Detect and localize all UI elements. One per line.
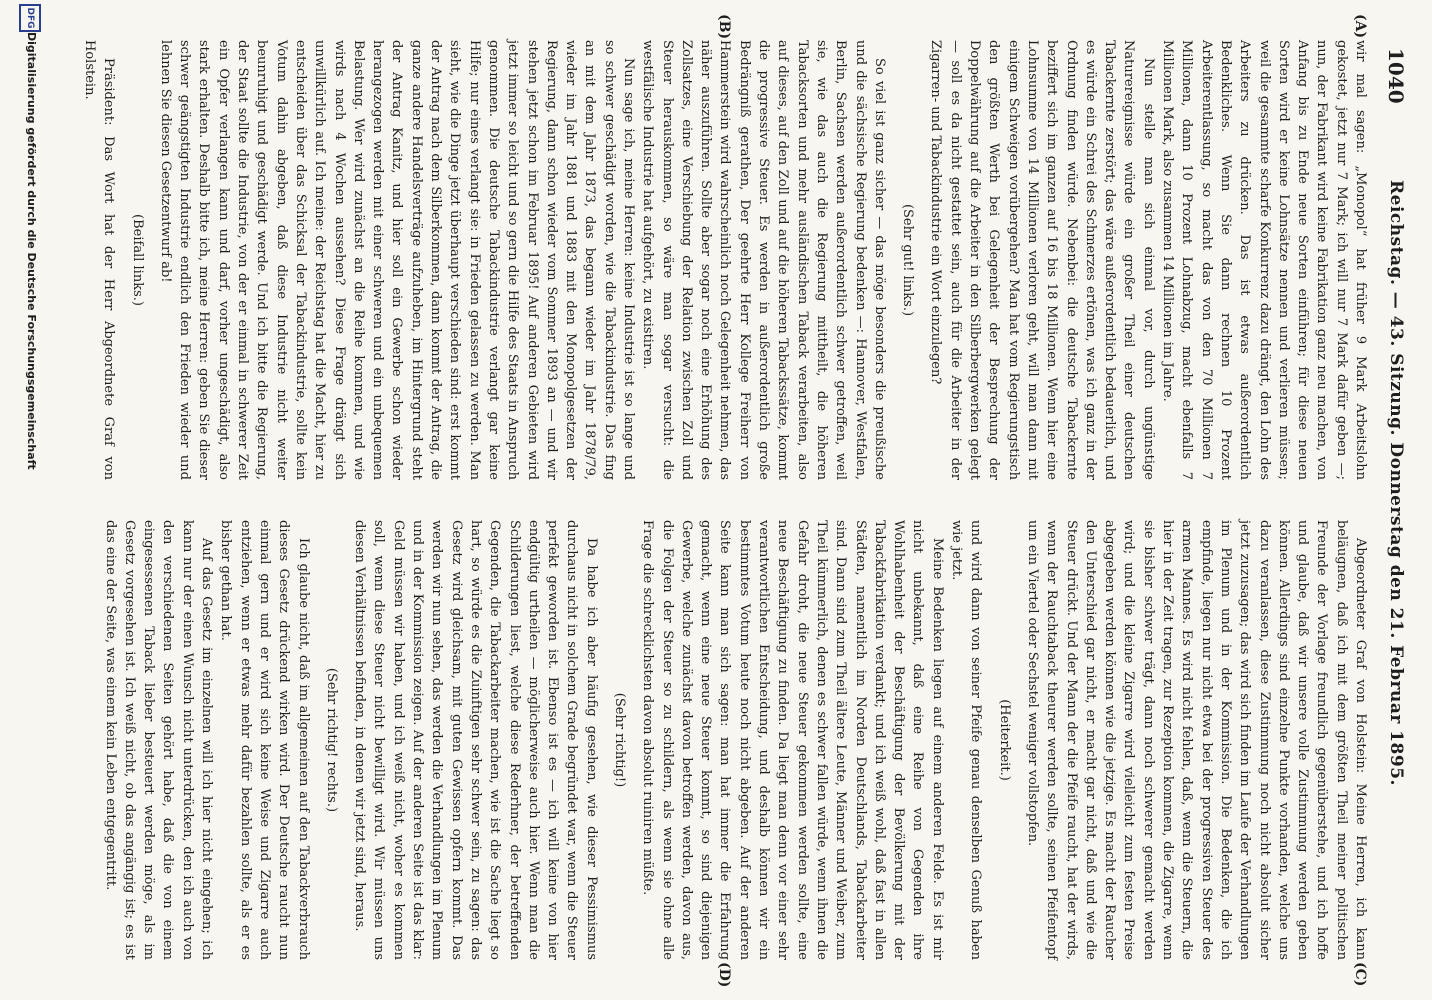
speaker-paragraph: Präsident: Das Wort hat der Herr Abgeordnete Graf von Holstein.: [82, 40, 117, 480]
interjection: (Sehr gut! links.): [900, 203, 916, 317]
digitization-footer: [18, 0, 42, 1000]
interjection: (Sehr richtig! rechts.): [323, 667, 339, 813]
interjection: (Sehr richtig!): [612, 692, 628, 788]
page-header: [1376, 40, 1410, 960]
paragraph: Auf das Gesetz im einzelnen will ich hier nicht eingehen; ich kann nur der einen Wunsch nicht unterdrücken, den ich auch von den verschiedenen Seiten gehört habe, daß die von einem eingesessenen Taback lieber besteuert werden möge, als im Gesetz vorgesehen ist. Ich weiß nicht, ob das angängig ist; es ist das eine der Seite, was einem kein Leben entgegentritt.: [102, 520, 215, 960]
paragraph: Nun stelle man sich einmal vor, durch ungünstige Naturereignisse würde ein großer Theil einer deutschen Tabackernte zerstört; das wäre außerordentlich bedauerlich, und es würde ein Schrei des Schmerzes ertönen, was ich ganz in der Ordnung finden würde. Nebenbei: die deutsche Tabackernte beziffert sich im ganzen auf 16 bis 18 Millionen. Wenn hier eine Lohnsumme von 14 Millionen verloren geht, will man dann mit einigem Schweigen vorübergehen? Man hat vom Regierungstisch den größten Werth bei Gelegenheit der Besprechung der Doppelwährung auf die Arbeiter in den Silberbergwerken gelegt — soll es da nicht gestattet sein, auch für die Arbeiter in der Zigarren- und Tabackindustrie ein Wort einzulegen?: [928, 40, 1156, 480]
paragraph: Nun sage ich, meine Herren: keine Industrie ist so lange und so schwer geschädigt worden, wie die Tabackindustrie. Das fing an mit dem Jahr 1873, das begann wieder im Jahr 1878/79, wieder im Jahr 1881 und 1883 mit den Monopolgesetzen der Regierung, dann schon wieder vom Sommer 1893 an — und wir stehen jetzt schon im Februar 1895! Auf anderen Gebieten wird jetzt immer so leicht und so gern die Hilfe des Staats in Anspruch genommen. Die deutsche Tabackindustrie verlangt gar keine Hilfe; nur eines verlangt sie: in Frieden gelassen zu werden. Man sieht, wie die Dinge jetzt überhaupt verschieden sind: erst kommt der Antrag nach dem Silberkommen, dann kommt der Antrag, die ganze andere Handelsverträge aufzuheben, im Hintergrund steht der Antrag Kanitz, und hier soll ein Gewerbe schon wieder herangezogen werden mit einer schweren und ein unbequemen Belastung. Wer wird zunächst an die Reihe kommen, und wie wirds nach 4 Wochen aussehen? Diese Frage drängt sich unwillkürlich auf. Ich meine: der Reichstag hat die Macht, hier zu entscheiden über das Schicksal der Tabackindustrie, sollte kein Votum dahin abgeben, daß diese Industrie nicht weiter beunruhigt und geschädigt werde. Und ich bitte die Regierung, der Staat sollte die Industrie, von der er einmal in schwerer Zeit ein Opfer verlangen kann und darf, vorher ungeschädigt, also stark erhalten. Deshalb bitte ich, meine Herren: geben Sie dieser schwer geängstigten Industrie endlich den Frieden wieder und lehnen Sie diesen Gesetzentwurf ab!: [157, 40, 637, 480]
paragraph: wir mal sagen: „Monopol“ hat früher 9 Mark Arbeitslohn gekostet, jetzt nur 7 Mark; ich will nur 7 Mark dafür geben —; nun, der Fabrikant wird keine Fabrikation ganz neu machen, von Anfang bis zu Ende neue Sorten einführen; für diese neuen Sorten wird er keine Lohnsätze nennen und verlieren müssen; weil die gesammte scharfe Konkurrenz dazu drängt, den Lohn des Arbeiters zu drücken. Das ist etwas außerordentlich Bedenkliches. Wenn Sie dann rechnen 10 Prozent Arbeiterentlassung, so macht das von den 70 Millionen 7 Millionen, dann 10 Prozent Lohnabzug, macht ebenfalls 7 Millionen Mark, also zusammen 14 Millionen im Jahre.: [1160, 40, 1368, 480]
margin-marker-b: (B): [716, 14, 732, 40]
paragraph: Ich glaube nicht, daß im allgemeinen auf den Tabackverbrauch dieses Gesetz drückend wirken wird. Der Deutsche raucht nun einmal gern und er wird sich keine Weise und Zigarre auch entziehen, wenn er etwas mehr dafür bezahlen sollte, als er es bisher gethan hat.: [218, 520, 311, 960]
text-column-left: [82, 40, 1370, 480]
running-title: Reichstag. — 43. Sitzung. Donnerstag den 21. Februar 1895.: [1386, 180, 1406, 786]
text-column-right: [90, 520, 1370, 960]
page-number: 1040: [1384, 48, 1408, 104]
paragraph: Meine Bedenken liegen auf einem anderen Felde. Es ist mir nicht unbekannt, daß eine Reihe von Gegenden ihre Wohlhabenheit der Beschäftigung der Bevölkerung mit der Tabackfabrikation verdankt; und ich weiß wohl, daß fast in allen Städten, namentlich im Norden Deutschlands, Tabackarbeiter sind. Dann sind zum Theil ältere Leute, Männer und Weiber, zum Theil kümmerlich, denen es schwer fallen würde, wenn ihnen die Gefahr droht, die neue Steuer gekommen werden sollte, eine neue Beschäftigung zu finden. Da liegt man denn vor einer sehr verantwortlichen Entscheidung, und deshalb können wir ein bestimmtes Votum heute noch nicht abgeben. Auf der anderen Seite kann man sich sagen: man hat immer die Erfahrung gemacht, wenn eine neue Steuer kommt, so sind diejenigen Gewerbe, welche zunächst davon betroffen werden, davon aus, die Folgen der Steuer so zu schildern, als wenn sie ohne alle Frage die schrecklichsten davon absolut ruiniren müßte.: [640, 520, 945, 960]
margin-marker-c: (C): [1352, 962, 1368, 987]
paragraph: Da habe ich aber häufig gesehen, wie dieser Pessimismus durchaus nicht in solchem Grade begründet war, wenn die Steuer perfekt geworden ist. Ebenso ist es — ich will keine von hier endgültig urtheilen — möglicherweise auch hier. Wenn man die Schilderungen liest, welche diese Rederhner, der betreffenden Gegenden, die Tabackarbeiter machen, wie ist die Sache liegt so hart, so würde es die Zuinftigen sehr schwer sein, zu sagen: das Gesetz wird gleichsam, mit guten Gewissen opfern kommt. Das werden wir nun sehen, das werden die Verhandlungen im Plenum und in der Kommission zeigen. Auf der anderen Seite ist das klar: Geld müssen wir haben, und ich weiß nicht, woher es kommen soll, wenn diese Steuer nicht bewilligt wird. Wir müssen uns diesen Verhältnissen befinden, in denen wir jetzt sind, heraus.: [352, 520, 599, 960]
speaker-paragraph: Abgeordneter Graf von Holstein: Meine Herren, ich kann beläugnen, daß ich mit dem größten Theil meiner politischen Freunde der Vorlage freundlich gegenüberstehe, und ich hoffe und glaube, daß wir unsere volle Zustimmung werden geben können. Allerdings sind einzelne Punkte vorhanden, welche uns dazu veranlassen, diese Zustimmung noch nicht absolut sicher jetzt zuzusagen; das wird sich finden im Laufe der Verhandlungen im Plenum und in der Kommission. Die Bedenken, die ich empfinde, liegen nur nicht etwa bei der progressiven Steuer des armen Mannes. Es wird nicht fehlen, daß, wenn die Steuern, die hier in der Zeit tragen, zur Rezeption kommen, die Zigarre, wenn sie bisher schwer trägt, dann noch schwerer gemacht werden wird; und die kleine Zigarre wird vielleicht zum festen Preise abgegeben werden können wie die jetzige. Es macht der Raucher den Unterschied gar nicht, er macht gar nicht, daß und wie die Steuer drückt. Und der Mann der die Pfeife raucht, hat der wirds, wenn der Rauchtaback theurer werden sollte, seinen Pfeifentopf um ein Viertel oder Sechstel weniger vollstopfen.: [1024, 520, 1368, 960]
paragraph: So viel ist ganz sicher — das möge besonders die preußische und die sächsische Regierung bedenken —: Hannover, Westfalen, Berlin, Sachsen werden außerordentlich schwer getroffen, weil sie, wie das auch die Regierung mittheilt, die höheren Tabacksorten und mehr ausländischen Taback verarbeiten, also auf dieses, auf den Zoll und auf die höheren Tabackssätze, kommt die progressive Steuer. Es werden in außerordentlich große Bedrängniß gerathen, Der geehrte Herr Kollege Freiherr von Hammerstein wird wahrscheinlich noch Gelegenheit nehmen, das näher auszuführen. Sollte aber sogar noch eine Erhöhung des Zollsatzes, eine Verschiebung der Relation zwischen Zoll und Steuer herauskommen, so wäre man sogar versucht: die westfälische Industrie hat aufgehört, zu existiren.: [640, 40, 887, 480]
interjection: (Beifall links.): [129, 214, 145, 306]
interjection: (Heiterkeit.): [996, 699, 1012, 781]
footer-text: Digitalisierung gefördert durch die Deutsche Forschungsgemeinschaft: [25, 32, 38, 470]
dfg-logo: DFG: [19, 4, 41, 32]
margin-marker-a: (A): [1352, 14, 1368, 39]
paragraph: und wird dann von seiner Pfeife genau denselben Genuß haben wie jetzt.: [949, 520, 984, 960]
margin-marker-d: (D): [716, 962, 732, 988]
